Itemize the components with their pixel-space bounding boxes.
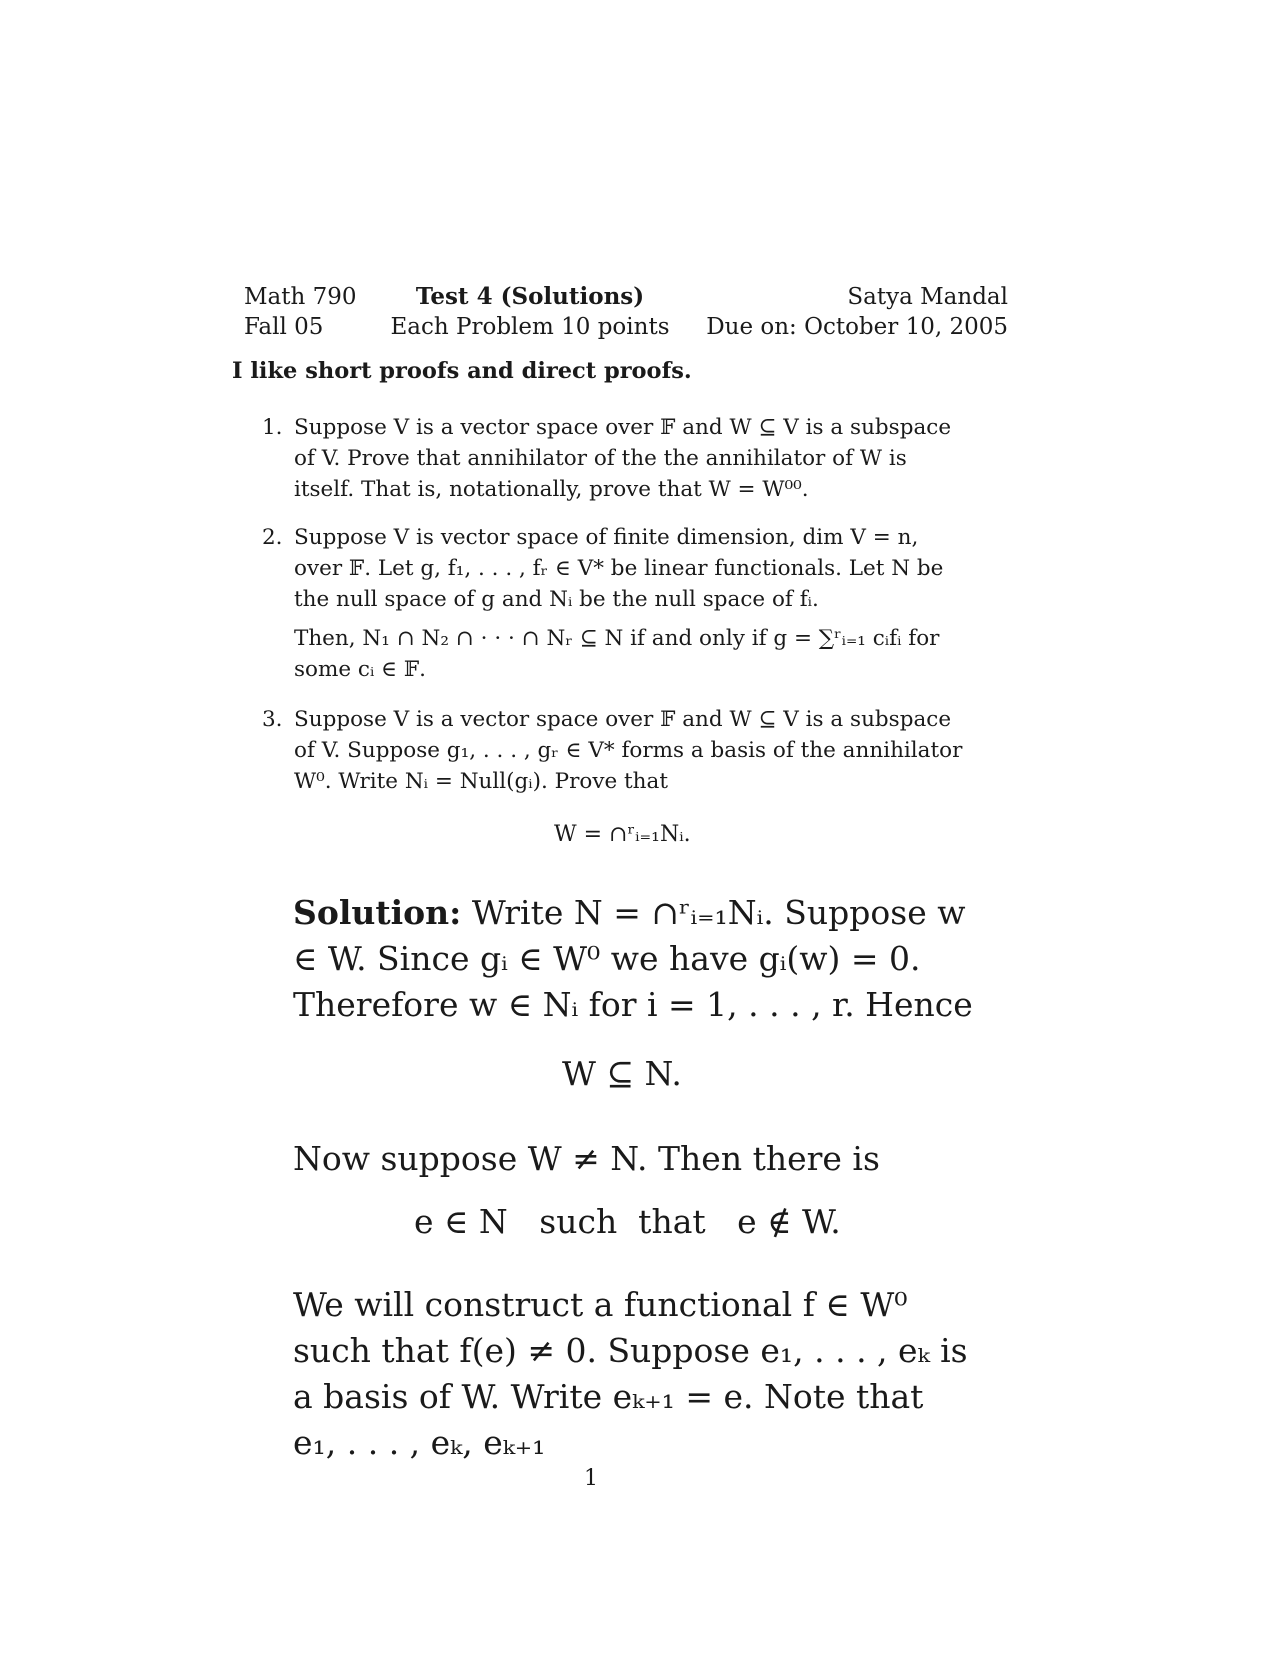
problem-text: Suppose V is a vector space over 𝔽 and W ⊆ V is a subspace of V. Prove that annihilator of the the annihilator of W is itself. That is, notationally, prove that W = W⁰⁰.: [294, 415, 952, 502]
problem-text: Suppose V is vector space of finite dimension, dim V = n, over 𝔽. Let g, f₁, . . . , fᵣ ∈ V* be linear functionals. Let N be the null space of g and Nᵢ be the null space of fᵢ.: [294, 525, 944, 612]
solution-paragraph-3: [293, 1282, 973, 1466]
points-label: Each Problem 10 points: [390, 314, 670, 340]
solution-equation-2: e ∈ N such that e ∉ W.: [414, 1202, 841, 1241]
problem-number: 2.: [262, 525, 283, 550]
header-center: [390, 282, 670, 342]
header-left: [244, 282, 357, 342]
solution-label: Solution:: [293, 893, 462, 932]
solution-paragraph-1: [293, 890, 973, 1028]
problem-3-equation: W = ∩ʳᵢ₌₁Nᵢ.: [554, 822, 691, 847]
motto: I like short proofs and direct proofs.: [232, 358, 692, 384]
problem-1: [262, 412, 970, 505]
problem-text-continued: Then, N₁ ∩ N₂ ∩ · · · ∩ Nᵣ ⊆ N if and only if g = ∑ʳᵢ₌₁ cᵢfᵢ for some cᵢ ∈ 𝔽.: [294, 626, 940, 682]
solution-text-1: Write N = ∩ʳᵢ₌₁Nᵢ. Suppose w ∈ W. Since gᵢ ∈ W⁰ we have gᵢ(w) = 0. Therefore w ∈ Nᵢ for i = 1, . . . , r. Hence: [293, 893, 973, 1024]
solution-text-2: Now suppose W ≠ N. Then there is: [293, 1139, 880, 1178]
test-title: Test 4 (Solutions): [415, 283, 645, 310]
problem-number: 3.: [262, 707, 283, 732]
problem-text: Suppose V is a vector space over 𝔽 and W ⊆ V is a subspace of V. Suppose g₁, . . . , gᵣ ∈ V* forms a basis of the annihilator W⁰. Write Nᵢ = Null(gᵢ). Prove that: [294, 707, 963, 794]
author-name: Satya Mandal: [847, 284, 1008, 310]
page-number: 1: [584, 1466, 598, 1491]
problem-number: 1.: [262, 415, 283, 440]
solution-equation-1: W ⊆ N.: [562, 1054, 682, 1093]
term-label: Fall 05: [244, 314, 324, 340]
header-right: [706, 282, 1008, 342]
problem-3: [262, 704, 970, 797]
problem-2: [262, 522, 970, 685]
solution-paragraph-2: [293, 1136, 973, 1182]
solution-text-3: We will construct a functional f ∈ W⁰ such that f(e) ≠ 0. Suppose e₁, . . . , eₖ is a basis of W. Write eₖ₊₁ = e. Note that e₁, . . . , eₖ, eₖ₊₁: [293, 1285, 968, 1462]
due-date: Due on: October 10, 2005: [706, 314, 1008, 340]
course-label: Math 790: [244, 284, 357, 310]
